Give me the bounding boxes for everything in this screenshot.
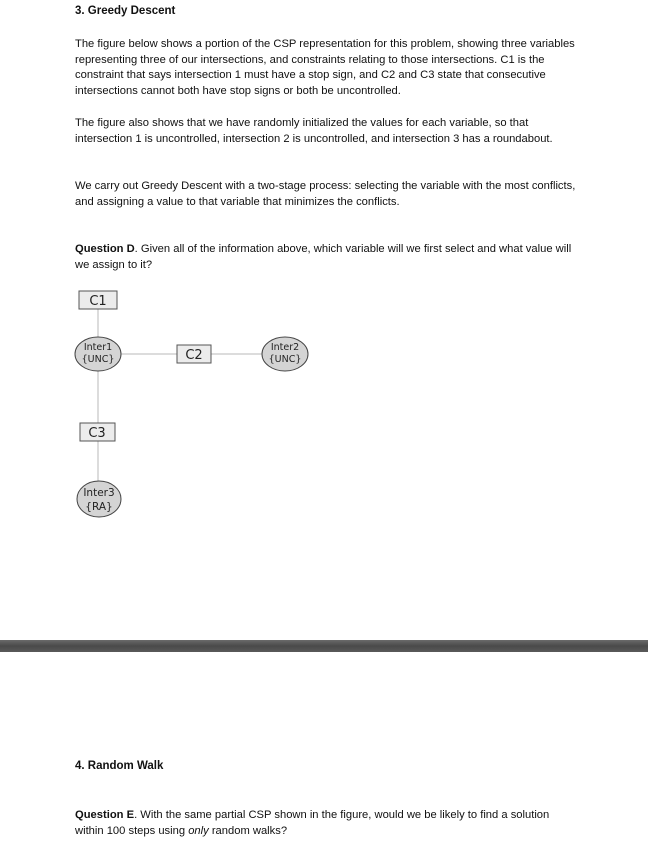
constraint-c3 (80, 423, 115, 441)
question-e-text-after: random walks? (208, 824, 288, 837)
question-e (75, 808, 580, 839)
constraint-c1-label: C1 (89, 294, 107, 309)
variable-inter1 (75, 337, 121, 371)
page-break-divider (0, 640, 648, 652)
inter3-value: {RA} (85, 501, 113, 513)
question-e-label: Question E (75, 809, 135, 821)
question-e-emphasis: only (188, 824, 209, 837)
question-e-text-before: . With the same partial CSP shown in the figure, would we be likely to find a solution within 100 steps using (75, 809, 550, 837)
page-lower (0, 652, 648, 860)
question-d-text: . Given all of the information above, which variable will we first select and what value will we assign to it? (75, 243, 572, 271)
intro-paragraph: The figure below shows a portion of the CSP representation for this problem, showing three variables representing three of our intersections, and constraints relating to those intersections. C1 is the constraint that says intersection 1 must have a stop sign, and C2 and C3 state that consecutive intersections cannot both have stop signs or both be uncontrolled. (75, 38, 575, 97)
initialization-paragraph: The figure also shows that we have randomly initialized the values for each variable, so that intersection 1 is uncontrolled, intersection 2 is uncontrolled, and intersection 3 has a roundabout. (75, 117, 553, 145)
question-d-label: Question D (75, 243, 135, 255)
constraint-c1 (79, 291, 117, 309)
variable-inter3 (77, 481, 121, 517)
section-4-title: 4. Random Walk (75, 760, 164, 772)
variable-inter2 (262, 337, 308, 371)
inter3-name: Inter3 (83, 487, 115, 499)
greedy-descent-paragraph: We carry out Greedy Descent with a two-stage process: selecting the variable with the most conflicts, and assigning a value to that variable that minimizes the conflicts. (75, 180, 576, 208)
constraint-c2 (177, 345, 211, 363)
constraint-c3-label: C3 (88, 426, 106, 441)
constraint-c2-label: C2 (185, 348, 203, 363)
section-3-title: 3. Greedy Descent (75, 5, 176, 17)
inter2-name: Inter2 (270, 342, 300, 353)
inter1-name: Inter1 (83, 342, 113, 353)
inter2-value: {UNC} (268, 354, 302, 365)
inter1-value: {UNC} (81, 354, 115, 365)
